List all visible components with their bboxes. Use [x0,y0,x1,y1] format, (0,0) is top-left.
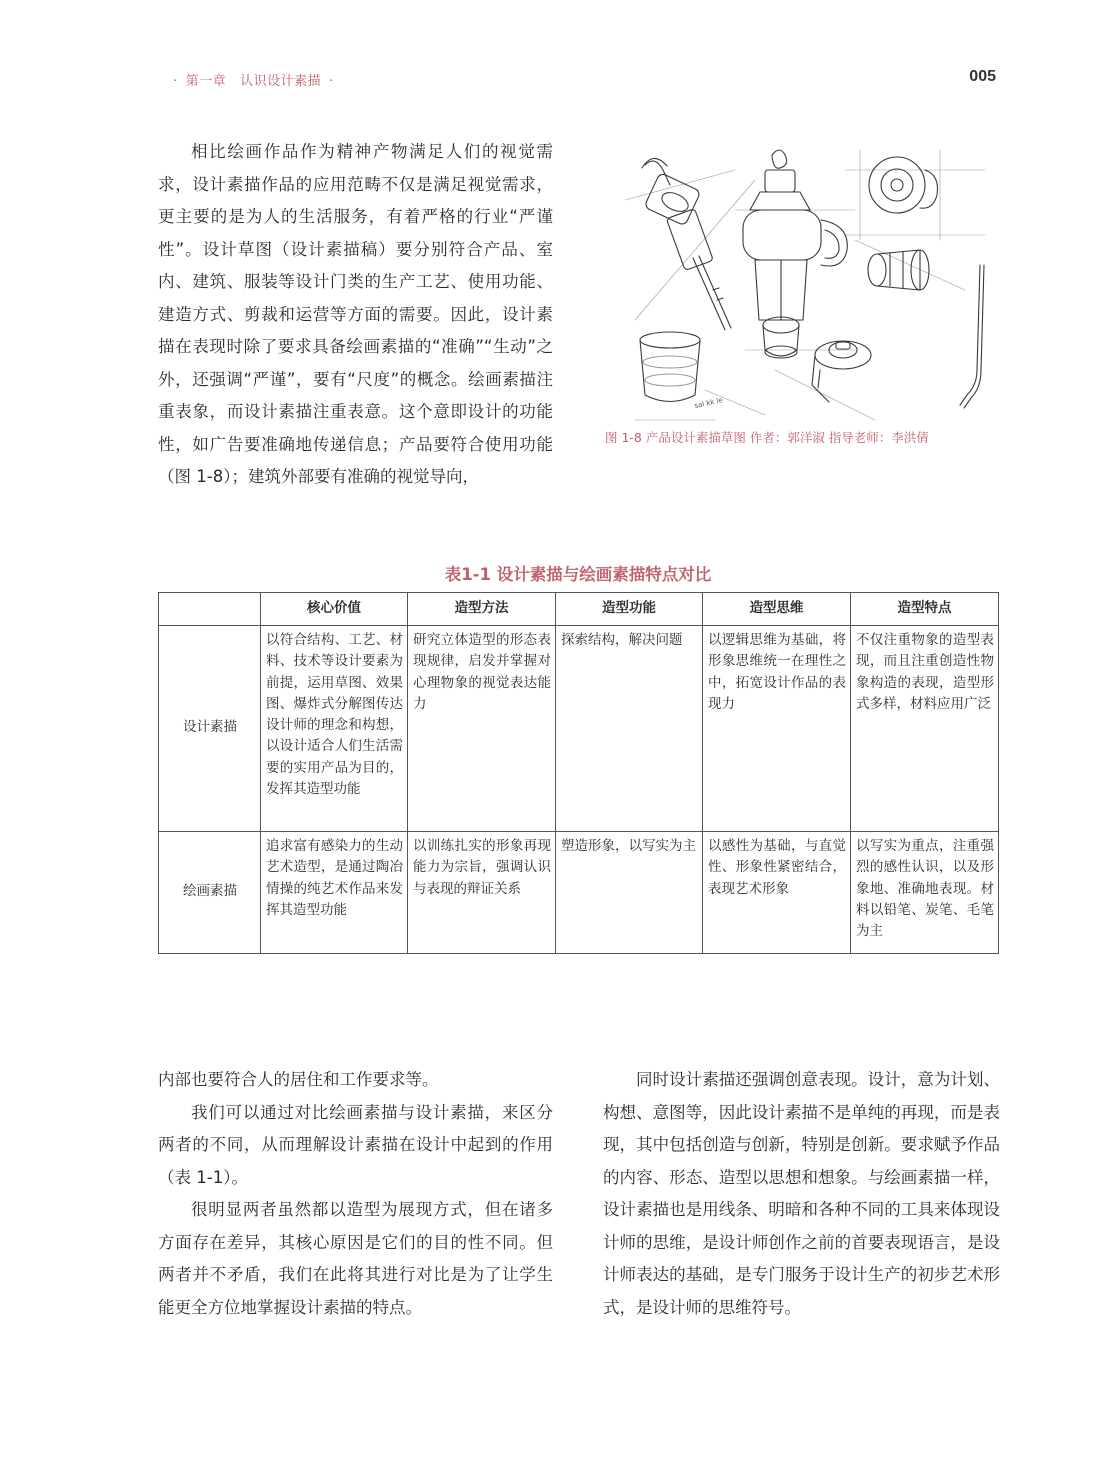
product-sketch-figure [615,140,1000,425]
table-cell: 探索结构，解决问题 [556,626,703,832]
table-header-cell: 造型功能 [556,593,703,626]
table-header-cell: 造型思维 [703,593,851,626]
comparison-table [158,592,999,954]
product-sketch-image [615,140,1000,425]
intro-paragraph: 相比绘画作品作为精神产物满足人们的视觉需求，设计素描作品的应用范畴不仅是满足视觉需求，更主要的是为人的生活服务，有着严格的行业“严谨性”。设计草图（设计素描稿）要分别符合产品、室内、建筑、服装等设计门类的生产工艺、使用功能、建造方式、剪裁和运营等方面的需要。因此，设计素描在表现时除了要求具备绘画素描的“准确”“生动”之外，还强调“严谨”，要有“尺度”的概念。绘画素描注重表象，而设计素描注重表意。这个意即设计的功能性，如广告要准确地传递信息；产品要符合使用功能（图 1-8）；建筑外部要有准确的视觉导向， [158,142,553,486]
table-row [159,626,999,832]
table-row [159,832,999,954]
table-cell: 以写实为重点，注重强烈的感性认识，以及形象地、准确地表现。材料以铅笔、炭笔、毛笔为主 [851,832,999,954]
page-number: 005 [969,68,996,85]
table-header-row [159,593,999,626]
table-cell: 追求富有感染力的生动艺术造型，是通过陶冶情操的纯艺术作品来发挥其造型功能 [261,832,408,954]
intro-text-block [158,136,553,494]
figure-caption: 图 1-8 产品设计素描草图 作者：郭洋淑 指导老师：李洪倩 [605,430,929,445]
left-column [158,1064,553,1324]
table-cell: 以训练扎实的形象再现能力为宗旨，强调认识与表现的辩证关系 [408,832,556,954]
table-cell: 不仅注重物象的造型表现，而且注重创造性物象构造的表现，造型形式多样，材料应用广泛 [851,626,999,832]
table-header-cell: 造型方法 [408,593,556,626]
header-bullet-right: · [329,74,334,89]
table-title: 表1-1 设计素描与绘画素描特点对比 [444,565,712,584]
table-cell: 以符合结构、工艺、材料、技术等设计要素为前提，运用草图、效果图、爆炸式分解图传达设计师的理念和构想，以设计适合人们生活需要的实用产品为目的，发挥其造型功能 [261,626,408,832]
body-paragraph: 很明显两者虽然都以造型为展现方式，但在诸多方面存在差异，其核心原因是它们的目的性不同。但两者并不矛盾，我们在此将其进行对比是为了让学生能更全方位地掌握设计素描的特点。 [158,1200,553,1317]
table-header-cell: 核心价值 [261,593,408,626]
table-header-cell: 造型特点 [851,593,999,626]
right-column [603,1064,1000,1324]
table-cell: 研究立体造型的形态表现规律，启发并掌握对心理物象的视觉表达能力 [408,626,556,832]
body-paragraph: 同时设计素描还强调创意表现。设计，意为计划、构想、意图等，因此设计素描不是单纯的再现，而是表现，其中包括创造与创新，特别是创新。要求赋予作品的内容、形态、造型以思想和想象。与绘画素描一样，设计素描也是用线条、明暗和各种不同的工具来体现设计师的思维，是设计师创作之前的首要表现语言，是设计师表达的基础，是专门服务于设计生产的初步艺术形式，是设计师的思维符号。 [603,1070,1000,1317]
table-cell: 以逻辑思维为基础，将形象思维统一在理性之中，拓宽设计作品的表现力 [703,626,851,832]
sketch-signature: sal kk le [693,396,724,410]
body-paragraph: 内部也要符合人的居住和工作要求等。 [158,1070,439,1089]
row-label: 绘画素描 [159,832,261,954]
body-paragraph: 我们可以通过对比绘画素描与设计素描，来区分两者的不同，从而理解设计素描在设计中起到的作用（表 1-1）。 [158,1102,553,1187]
chapter-title: 认识设计素描 [240,74,322,89]
chapter-number: 第一章 [185,74,227,89]
running-header [165,70,342,89]
table-header-cell [159,593,261,626]
row-label: 设计素描 [159,626,261,832]
table-cell: 塑造形象，以写实为主 [556,832,703,954]
table-cell: 以感性为基础，与直觉性、形象性紧密结合，表现艺术形象 [703,832,851,954]
header-bullet-left: · [173,74,178,89]
